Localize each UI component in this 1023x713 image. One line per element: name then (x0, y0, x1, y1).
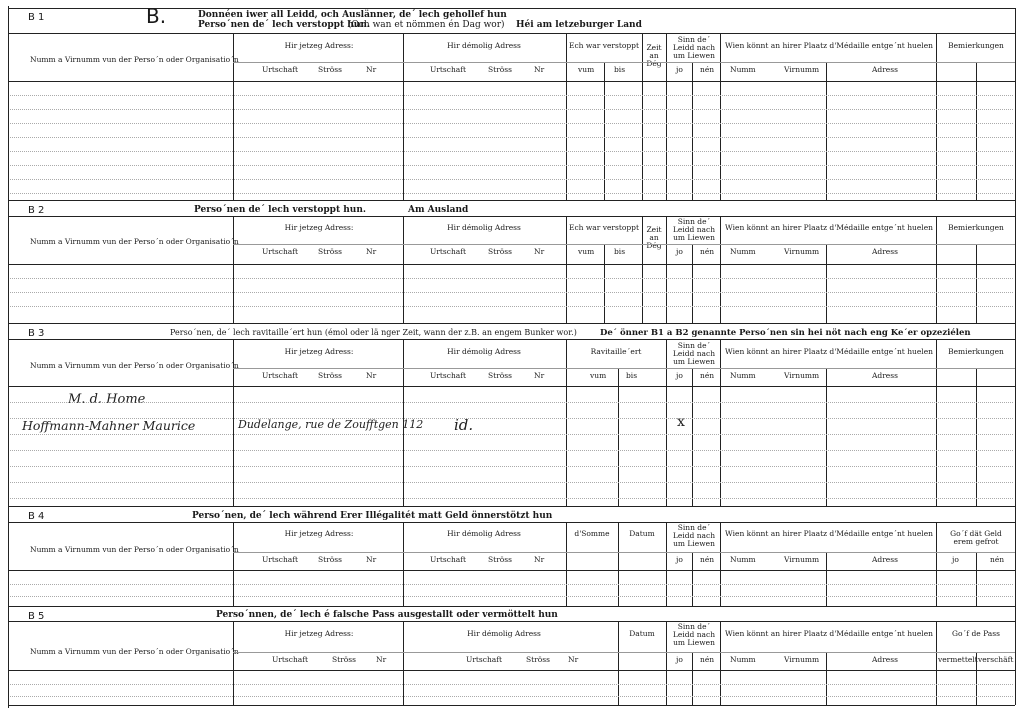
b3-col-divider-0 (233, 339, 234, 506)
b3-row-rule-0 (10, 402, 1013, 403)
b4-row-rule-0 (10, 584, 1013, 585)
b3-body-bottom (8, 506, 1015, 507)
b2-col-hidden: Ech war verstoppt (568, 223, 639, 232)
b4-header-border (8, 522, 1015, 523)
b2-col-name: Numm a Virnumm vun der Perso´n oder Organisatio´n (30, 237, 239, 246)
b2-sub-virnumm: Virnumm (784, 247, 820, 256)
b4-col-current: Hir jetzeg Adress: (284, 529, 354, 538)
b1-sub-no: nén (700, 65, 715, 74)
b1-sub-numm: Numm (730, 65, 756, 74)
b1-col-divider-4 (666, 33, 667, 200)
b5-sub-no: nén (700, 655, 715, 664)
b2-sub-no: nén (700, 247, 715, 256)
b3-subcol-divider-3 (976, 368, 977, 506)
b3-subcol-divider-2 (826, 368, 827, 506)
b5-sub-street: Ströss (332, 655, 356, 664)
b4-sub-place: Urtschaft (262, 555, 299, 564)
b1-col-former: Hir démolig Adress (447, 41, 521, 50)
b3-row-rule-1 (10, 418, 1013, 419)
b2-col-time: Zeit an Dég (646, 225, 662, 250)
b5-sub-street-2: Ströss (526, 655, 550, 664)
b3-sub-yes: jo (676, 371, 683, 380)
b3-handwritten-address: Dudelange, rue de Zoufftgen 112 (238, 418, 424, 431)
b5-code: B 5 (28, 611, 45, 622)
b1-code: B 1 (28, 12, 45, 23)
b4-subheader-rule (233, 552, 1015, 553)
b3-subcol-divider-0 (618, 368, 619, 506)
b3-sub-adress: Adress (872, 371, 898, 380)
b1-row-rule-5 (10, 165, 1013, 166)
b1-title-line1: Donnéen iwer all Leidd, och Auslänner, de´ lech gehollef hun (198, 10, 507, 20)
b5-col-former: Hir démolig Adress (467, 629, 541, 638)
b2-subcol-divider-3 (976, 244, 977, 323)
b4-col-divider-0 (233, 522, 234, 606)
b3-row-rule-4 (10, 466, 1013, 467)
b2-sub-street-2: Ströss (488, 247, 512, 256)
b3-sub-no: nén (700, 371, 715, 380)
b4-col-lost: Sinn de´ Leidd nach um Liewen (672, 523, 716, 548)
b5-col-lost: Sinn de´ Leidd nach um Liewen (672, 622, 716, 647)
b4-sub-virnumm: Virnumm (784, 555, 820, 564)
b5-sub-given: vermettelt (938, 655, 978, 664)
b1-sub-street: Ströss (318, 65, 342, 74)
b3-col-divider-5 (936, 339, 937, 506)
b1-col-divider-0 (233, 33, 234, 200)
b1-sub-place: Urtschaft (262, 65, 299, 74)
b3-subcol-divider-1 (692, 368, 693, 506)
b5-body-bottom (8, 705, 1015, 706)
b1-title-note: (Och wan et nömmen én Dag wor) (348, 20, 505, 30)
b2-col-former: Hir démolig Adress (447, 223, 521, 232)
b3-code: B 3 (28, 328, 45, 339)
b1-col-name: Numm a Virnumm vun der Perso´n oder Organisatio´n (30, 55, 239, 64)
b5-col-medal: Wien könnt an hirer Plaatz d'Médaille entge´nt huelen (725, 629, 933, 638)
b1-sub-virnumm: Virnumm (784, 65, 820, 74)
b5-col-pass: Go´f de Pass (952, 629, 1000, 638)
b1-row-rule-7 (10, 193, 1013, 194)
b4-col-divider-2 (566, 522, 567, 606)
b4-sub-street-2: Ströss (488, 555, 512, 564)
b2-col-lost: Sinn de´ Leidd nach um Liewen (672, 217, 716, 242)
form-sheet (8, 6, 1016, 708)
b4-col-divider-4 (666, 522, 667, 606)
b1-row-rule-0 (10, 95, 1013, 96)
b1-sub-nr: Nr (366, 65, 377, 74)
b5-subheader-rule (233, 652, 1015, 653)
b4-col-sum: d'Somme (574, 529, 610, 538)
b4-sub-no-money: nén (990, 555, 1005, 564)
b3-sub-street: Ströss (318, 371, 342, 380)
b3-body-top (8, 386, 1015, 387)
b2-row-rule-0 (10, 278, 1013, 279)
b1-col-time: Zeit an Dég (646, 43, 662, 68)
right-border (1015, 8, 1016, 705)
b5-col-divider-5 (936, 621, 937, 705)
b4-body-bottom (8, 606, 1015, 607)
b5-col-divider-4 (720, 621, 721, 705)
b2-col-current: Hir jetzeg Adress: (284, 223, 354, 232)
b1-sub-nr-2: Nr (534, 65, 545, 74)
b3-title: Perso´nen, de´ lech ravitaille´ert hun (émol oder lä nger Zeit, wann der z.B. an engem Bunker wor.) (170, 328, 577, 337)
b5-sub-nr-2: Nr (568, 655, 579, 664)
b1-sub-from: vum (578, 65, 595, 74)
b2-row-rule-1 (10, 292, 1013, 293)
form-letter: B. (146, 4, 167, 28)
b4-col-divider-5 (720, 522, 721, 606)
b5-sub-virnumm: Virnumm (784, 655, 820, 664)
b5-col-divider-2 (618, 621, 619, 705)
b5-row-rule-0 (10, 684, 1013, 685)
b2-col-remarks: Bemierkungen (948, 223, 1004, 232)
b5-sub-yes: jo (676, 655, 683, 664)
b5-body-top (8, 670, 1015, 671)
b1-sub-adress: Adress (872, 65, 898, 74)
b4-sub-no: nén (700, 555, 715, 564)
b3-sub-place-2: Urtschaft (430, 371, 467, 380)
b3-col-medal: Wien könnt an hirer Plaatz d'Médaille entge´nt huelen (725, 347, 933, 356)
b2-subcol-divider-2 (826, 244, 827, 323)
b4-sub-numm: Numm (730, 555, 756, 564)
b1-sub-street-2: Ströss (488, 65, 512, 74)
b3-subheader-rule (233, 368, 1015, 369)
b3-row-rule-6 (10, 498, 1013, 499)
b3-col-lost: Sinn de´ Leidd nach um Liewen (672, 341, 716, 366)
b3-header-border (8, 339, 1015, 340)
b4-subcol-divider-0 (692, 552, 693, 606)
b2-subcol-divider-0 (604, 244, 605, 323)
b1-col-divider-6 (936, 33, 937, 200)
b3-sub-from: vum (590, 371, 607, 380)
b5-col-divider-0 (233, 621, 234, 705)
b3-sub-to: bis (626, 371, 638, 380)
b3-sub-nr-2: Nr (534, 371, 545, 380)
b5-subcol-divider-0 (692, 652, 693, 705)
b1-title-line2: Perso´nen de´ lech verstoppt hun. (198, 20, 371, 30)
b1-col-divider-5 (720, 33, 721, 200)
b1-row-rule-1 (10, 109, 1013, 110)
b3-col-divider-4 (720, 339, 721, 506)
b5-sub-place-2: Urtschaft (466, 655, 503, 664)
b4-col-money: Go´f dät Geld erem gefrot (950, 529, 1002, 546)
b3-sub-place: Urtschaft (262, 371, 299, 380)
b3-title-note: De´ önner B1 a B2 genannte Perso´nen sin hei nöt nach eng Ke´er opzeziélen (600, 328, 971, 338)
b2-subcol-divider-1 (692, 244, 693, 323)
b5-subcol-divider-2 (976, 652, 977, 705)
b3-row-rule-2 (10, 434, 1013, 435)
b5-col-divider-3 (666, 621, 667, 705)
b4-row-rule-1 (10, 596, 1013, 597)
b2-sub-place-2: Urtschaft (430, 247, 467, 256)
b5-sub-numm: Numm (730, 655, 756, 664)
b5-col-divider-1 (403, 621, 404, 705)
b5-row-rule-1 (10, 696, 1013, 697)
b3-col-divider-3 (666, 339, 667, 506)
b1-row-rule-4 (10, 151, 1013, 152)
b3-sub-street-2: Ströss (488, 371, 512, 380)
b1-col-divider-2 (566, 33, 567, 200)
b3-sub-virnumm: Virnumm (784, 371, 820, 380)
b1-col-current: Hir jetzeg Adress: (284, 41, 354, 50)
b4-sub-street: Ströss (318, 555, 342, 564)
b4-subcol-divider-1 (826, 552, 827, 606)
b1-sub-place-2: Urtschaft (430, 65, 467, 74)
b3-handwritten-name: Hoffmann-Mahner Maurice (22, 418, 196, 433)
b3-row-rule-5 (10, 482, 1013, 483)
b4-sub-yes-money: jo (952, 555, 959, 564)
b3-col-name: Numm a Virnumm vun der Perso´n oder Organisatio´n (30, 361, 239, 370)
b1-col-medal: Wien könnt an hirer Plaatz d'Médaille entge´nt huelen (725, 41, 933, 50)
b1-col-remarks: Bemierkungen (948, 41, 1004, 50)
b1-row-rule-3 (10, 137, 1013, 138)
b2-sub-numm: Numm (730, 247, 756, 256)
b5-col-current: Hir jetzeg Adress: (284, 629, 354, 638)
b1-title-place: Héi am letzeburger Land (516, 20, 642, 30)
b4-code: B 4 (28, 511, 45, 522)
b3-col-remarks: Bemierkungen (948, 347, 1004, 356)
b2-sub-to: bis (614, 247, 626, 256)
b5-sub-nr: Nr (376, 655, 387, 664)
b1-header-border (8, 33, 1015, 34)
b4-sub-yes: jo (676, 555, 683, 564)
b3-col-divider-1 (403, 339, 404, 506)
b2-header-border (8, 216, 1015, 217)
b2-sub-street: Ströss (318, 247, 342, 256)
b4-col-divider-3 (618, 522, 619, 606)
b4-sub-nr-2: Nr (534, 555, 545, 564)
b2-title: Perso´nen de´ lech verstoppt hun. (194, 205, 367, 215)
b2-body-bottom (8, 323, 1015, 324)
b2-sub-nr: Nr (366, 247, 377, 256)
b5-header-border (8, 621, 1015, 622)
b4-subcol-divider-2 (976, 552, 977, 606)
b1-sub-to: bis (614, 65, 626, 74)
b2-col-medal: Wien könnt an hirer Plaatz d'Médaille entge´nt huelen (725, 223, 933, 232)
b2-title-place: Am Ausland (408, 205, 469, 215)
b1-row-rule-2 (10, 123, 1013, 124)
b3-col-ravit: Ravitaille´ert (590, 347, 642, 356)
b3-handwritten-note: M. d. Home (68, 392, 146, 407)
b1-body-top (8, 81, 1015, 82)
b4-col-name: Numm a Virnumm vun der Perso´n oder Organisatio´n (30, 545, 239, 554)
b2-subheader-rule (233, 244, 1015, 245)
b2-sub-place: Urtschaft (262, 247, 299, 256)
b2-body-top (8, 264, 1015, 265)
b2-sub-adress: Adress (872, 247, 898, 256)
b5-sub-place: Urtschaft (272, 655, 309, 664)
b4-col-medal: Wien könnt an hirer Plaatz d'Médaille entge´nt huelen (725, 529, 933, 538)
b3-col-divider-2 (566, 339, 567, 506)
b5-col-name: Numm a Virnumm vun der Perso´n oder Organisatio´n (30, 647, 239, 656)
b4-sub-nr: Nr (366, 555, 377, 564)
b1-subheader-rule (233, 62, 1015, 63)
b5-subcol-divider-1 (826, 652, 827, 705)
b3-col-former: Hir démolig Adress (447, 347, 521, 356)
b1-col-lost: Sinn de´ Leidd nach um Liewen (672, 35, 716, 60)
b5-col-date: Datum (629, 629, 655, 638)
b4-sub-adress: Adress (872, 555, 898, 564)
b5-sub-adress: Adress (872, 655, 898, 664)
b1-col-hidden: Ech war verstoppt (568, 41, 639, 50)
b4-body-top (8, 570, 1015, 571)
b3-handwritten-former: id. (454, 416, 474, 434)
b3-sub-nr: Nr (366, 371, 377, 380)
b4-col-date: Datum (629, 529, 655, 538)
b1-body-bottom (8, 200, 1015, 201)
b1-col-divider-3 (642, 33, 643, 200)
b1-row-rule-6 (10, 179, 1013, 180)
b2-sub-yes: jo (676, 247, 683, 256)
b3-col-current: Hir jetzeg Adress: (284, 347, 354, 356)
b2-row-rule-2 (10, 306, 1013, 307)
b4-col-divider-6 (936, 522, 937, 606)
b2-code: B 2 (28, 205, 45, 216)
b5-sub-made: verschäft (978, 655, 1014, 664)
b4-col-former: Hir démolig Adress (447, 529, 521, 538)
b3-sub-numm: Numm (730, 371, 756, 380)
b5-title: Perso´nnen, de´ lech é falsche Pass ausgestallt oder vermöttelt hun (216, 610, 558, 620)
b2-sub-nr-2: Nr (534, 247, 545, 256)
b3-handwritten-mark: x (677, 414, 685, 430)
b2-sub-from: vum (578, 247, 595, 256)
b4-col-divider-1 (403, 522, 404, 606)
b4-title: Perso´nen, de´ lech während Erer Illégalitét matt Geld önnerstötzt hun (192, 511, 553, 521)
b4-sub-place-2: Urtschaft (430, 555, 467, 564)
b3-row-rule-3 (10, 450, 1013, 451)
b1-col-divider-1 (403, 33, 404, 200)
b1-sub-yes: jo (676, 65, 683, 74)
